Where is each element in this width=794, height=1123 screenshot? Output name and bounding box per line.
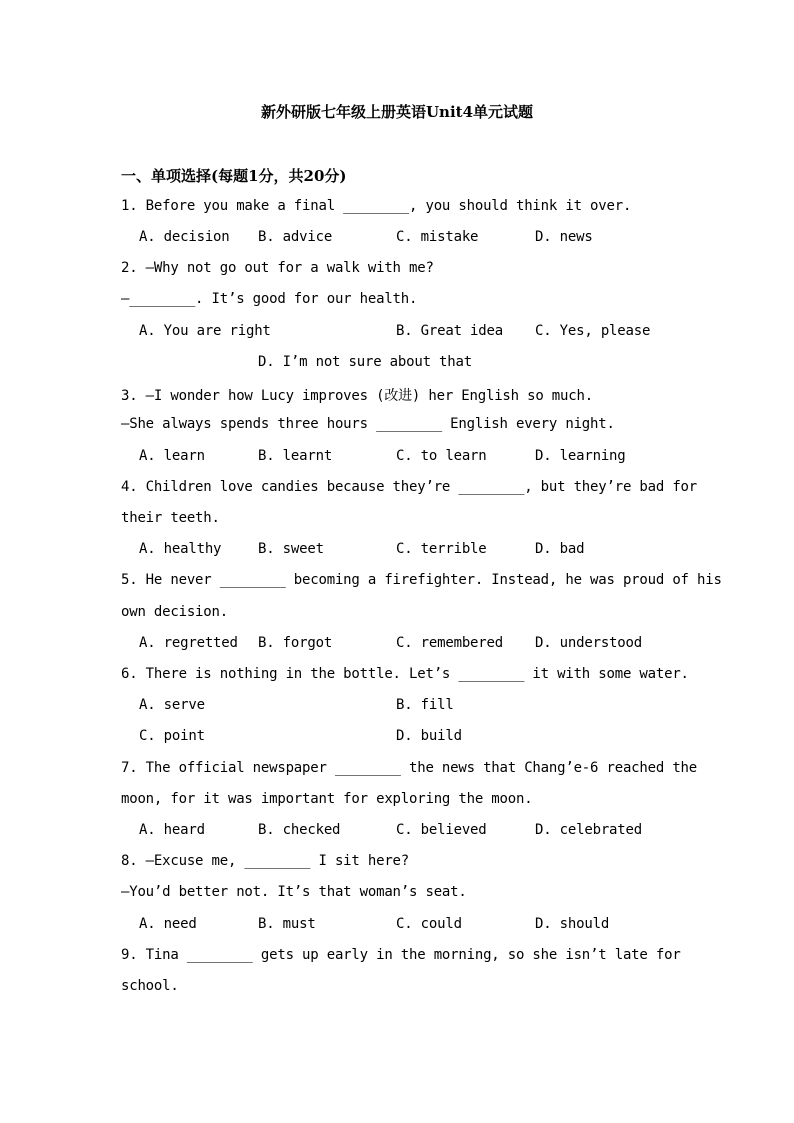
q1-option-d: D. news	[535, 229, 593, 245]
q6-option-d: D. build	[396, 728, 462, 744]
question-9-continuation: school.	[121, 978, 179, 994]
page-title: 新外研版七年级上册英语Unit4单元试题	[260, 103, 534, 121]
question-1-stem: 1. Before you make a final ________, you should think it over.	[121, 198, 632, 214]
q5-option-d: D. understood	[535, 635, 642, 651]
q7-option-c: C. believed	[396, 822, 487, 838]
q3-option-a: A. learn	[139, 448, 205, 464]
q1-option-c: C. mistake	[396, 229, 479, 245]
question-4-stem: 4. Children love candies because they’re ________, but they’re bad for	[121, 479, 698, 495]
q1-option-b: B. advice	[258, 229, 333, 245]
q5-option-a: A. regretted	[139, 635, 238, 651]
question-7-stem: 7. The official newspaper ________ the news that Chang’e-6 reached the	[121, 760, 698, 776]
q4-option-d: D. bad	[535, 541, 585, 557]
q7-option-d: D. celebrated	[535, 822, 642, 838]
question-9-stem: 9. Tina ________ gets up early in the morning, so she isn’t late for	[121, 947, 681, 963]
q3-option-c: C. to learn	[396, 448, 487, 464]
section-heading: 一、单项选择(每题1分，共20分)	[121, 167, 347, 185]
q2-option-a: A. You are right	[139, 323, 271, 339]
q2-option-d: D. I’m not sure about that	[258, 354, 472, 370]
q2-option-b: B. Great idea	[396, 323, 503, 339]
q1-option-a: A. decision	[139, 229, 230, 245]
question-5-continuation: own decision.	[121, 604, 228, 620]
q8-option-b: B. must	[258, 916, 316, 932]
question-7-continuation: moon, for it was important for exploring the moon.	[121, 791, 533, 807]
question-3-stem: 3. —I wonder how Lucy improves (改进) her English so much.	[121, 388, 593, 404]
q6-option-c: C. point	[139, 728, 205, 744]
q2-option-c: C. Yes, please	[535, 323, 651, 339]
question-3-reply: —She always spends three hours ________ English every night.	[121, 416, 615, 432]
question-2-stem: 2. —Why not go out for a walk with me?	[121, 260, 434, 276]
q8-option-c: C. could	[396, 916, 462, 932]
question-8-stem: 8. —Excuse me, ________ I sit here?	[121, 853, 410, 869]
question-4-continuation: their teeth.	[121, 510, 220, 526]
q4-option-c: C. terrible	[396, 541, 487, 557]
q6-option-a: A. serve	[139, 697, 205, 713]
q3-option-b: B. learnt	[258, 448, 333, 464]
q8-option-a: A. need	[139, 916, 197, 932]
q7-option-b: B. checked	[258, 822, 341, 838]
q4-option-a: A. healthy	[139, 541, 222, 557]
question-6-stem: 6. There is nothing in the bottle. Let’s ________ it with some water.	[121, 666, 689, 682]
question-8-reply: —You’d better not. It’s that woman’s seat.	[121, 884, 467, 900]
q5-option-c: C. remembered	[396, 635, 503, 651]
q3-option-d: D. learning	[535, 448, 626, 464]
question-5-stem: 5. He never ________ becoming a firefighter. Instead, he was proud of his	[121, 572, 722, 588]
q7-option-a: A. heard	[139, 822, 205, 838]
q5-option-b: B. forgot	[258, 635, 333, 651]
q8-option-d: D. should	[535, 916, 610, 932]
question-2-reply: —________. It’s good for our health.	[121, 291, 418, 307]
q6-option-b: B. fill	[396, 697, 454, 713]
q4-option-b: B. sweet	[258, 541, 324, 557]
